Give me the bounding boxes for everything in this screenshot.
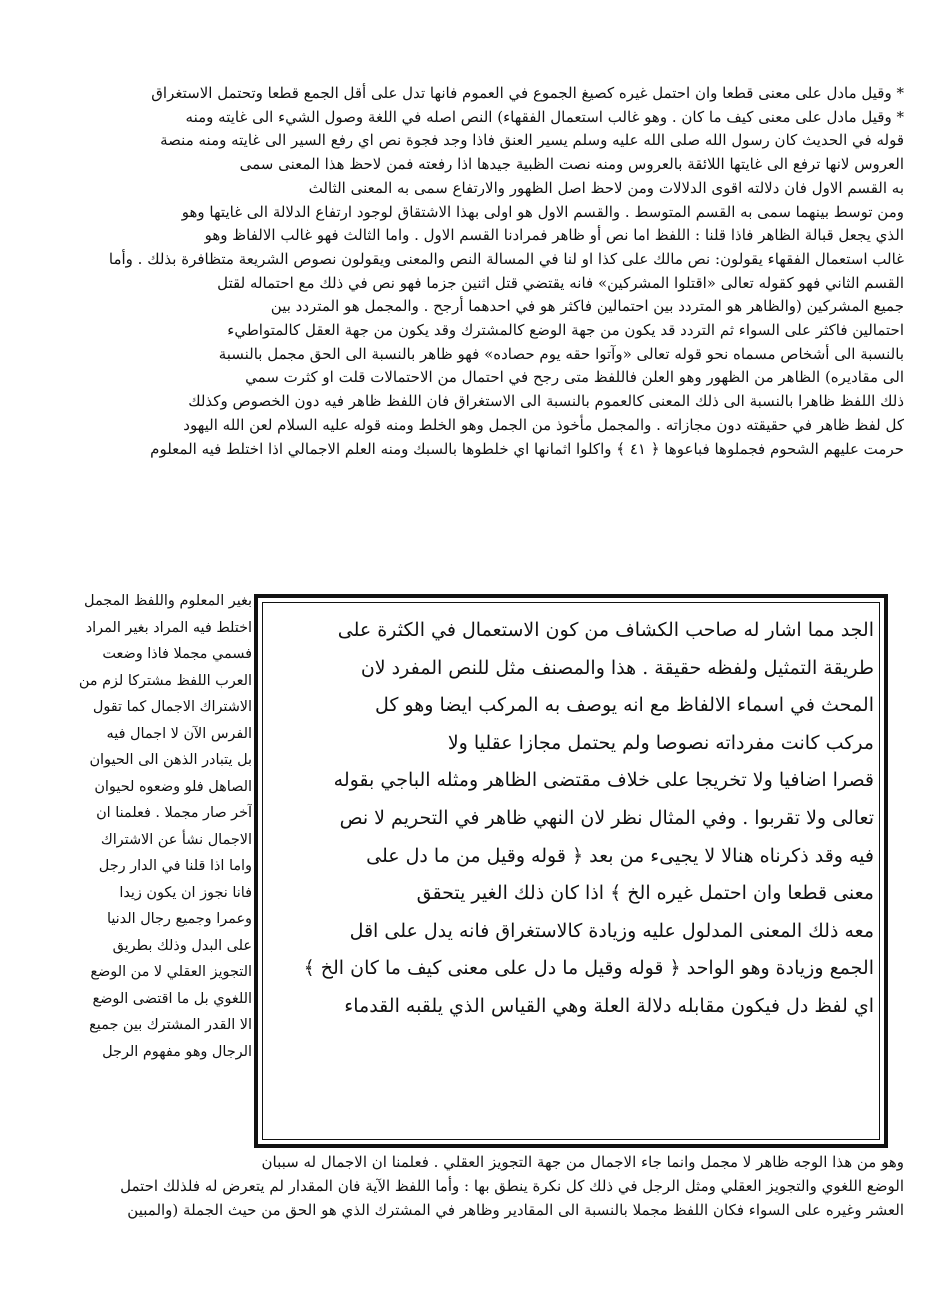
text-line: ومن توسط بينهما سمى به القسم المتوسط . والقسم الاول هو اولى بهذا الاشتقاق لوجود ارتفاع الدلالة الى غايتها وهو [181, 202, 904, 221]
commentary-line: المحث في اسماء الالفاظ مع انه يوصف به المركب ايضا وهو كل [374, 694, 874, 717]
text-line: به القسم الاول فان دلالته اقوى الدلالات ومن لاحظ اصل الظهور والارتفاع سمى به المعنى الثالث [308, 178, 904, 197]
text-line: الصاهل فلو وضعوه لحيوان [94, 778, 252, 795]
text-line: القسم الثاني فهو كقوله تعالى «اقتلوا المشركين» فانه يقتضي قتل اثنين جزما فهو نص في ذلك مع احتماله لقتل [217, 273, 904, 292]
text-line: الوضع اللغوي والتجويز العقلي ومثل الرجل في ذلك كل نكرة ينطق بها : وأما اللفظ الآية فان المقدار لم يتعرض له فلذلك احتمل [120, 1177, 904, 1195]
text-line: * وقيل مادل على معنى قطعا وان احتمل غيره كصيغ الجموع في العموم فانها تدل على أقل الجمع قطعا وتحتمل الاستغراق [151, 84, 904, 102]
text-line: آخر صار مجملا . فعلمنا ان [96, 805, 252, 821]
main-text-top [74, 82, 904, 461]
text-line: واما اذا قلنا في الدار رجل [98, 858, 252, 874]
commentary-line: فيه وقد ذكرناه هنالا لا يجيىء من بعد ﴿ قوله وقيل من ما دل على [366, 844, 874, 867]
text-line: ذلك اللفظ ظاهرا بالنسبة الى ذلك المعنى كالعموم بالنسبة الى الاستغراق فان اللفظ ظاهر فيه دون الخصوص وكذلك [188, 392, 904, 411]
main-text-bottom [40, 1150, 904, 1222]
text-line: الاشتراك الاجمال كما تقول [92, 699, 252, 715]
text-line: كل لفظ ظاهر في حقيقته دون مجازاته . والمجمل مأخوذ من الجمل وهو الخلط ومنه قوله عليه السلام لعن الله اليهود [183, 415, 904, 434]
text-line: وعمرا وجميع رجال الدنيا [106, 911, 252, 927]
text-line: اختلط فيه المراد بغير المراد [85, 619, 252, 636]
commentary-line: معه ذلك المعنى المدلول عليه وزيادة كالاستغراق فانه يدل على اقل [349, 919, 874, 942]
commentary-line: اي لفظ دل فيكون مقابله دلالة العلة وهي القياس الذي يلقبه القدماء [344, 994, 874, 1017]
text-line: الفرس الآن لا اجمال فيه [106, 725, 252, 742]
commentary-line: طريقة التمثيل ولفظه حقيقة . هذا والمصنف مثل للنص المفرد لان [360, 656, 874, 679]
commentary-line: الجد مما اشار له صاحب الكشاف من كون الاستعمال في الكثرة على [337, 619, 874, 641]
text-line: بالنسبة الى أشخاص مسماه نحو قوله تعالى «وآتوا حقه يوم حصاده» فهو ظاهر بالنسبة الى الحق مجمل بالنسبة [218, 344, 904, 363]
text-line: العروس لانها ترفع الى غايتها اللائقة بالعروس ومنه نصت الظبية جيدها اذا رفعته فمن لاحظ هذا المعنى سمى [239, 155, 904, 174]
text-line: فانا نجوز ان يكون زيدا [119, 884, 252, 901]
text-line: التجويز العقلي لا من الوضع [90, 964, 252, 980]
text-line: غالب استعمال الفقهاء يقولون: نص مالك على كذا او لنا في المسالة النص والمعنى ويقولون نصوص الشريعة متظافرة بذلك . وأما [108, 249, 904, 268]
commentary-line: الجمع وزيادة وهو الواحد ﴿ قوله وقيل ما دل على معنى كيف ما كان الخ ﴾ [303, 957, 874, 980]
text-line: بل يتبادر الذهن الى الحيوان [89, 752, 252, 768]
text-line: الاجمال نشأ عن الاشتراك [100, 831, 252, 848]
text-line: وهو من هذا الوجه ظاهر لا مجمل وانما جاء الاجمال من جهة التجويز العقلي . فعلمنا ان الاجمال له سببان [261, 1153, 904, 1171]
text-line-with-page-number: حرمت عليهم الشحوم فجملوها فباعوها ﴿ ٤١ ﴾ واكلوا اثمانها اي خلطوها بالسبك ومنه العلم الاجمالي اذا اختلط فيه المعلوم [150, 439, 904, 458]
text-line: * وقيل مادل على معنى كيف ما كان . وهو غالب استعمال الفقهاء) النص اصله في اللغة وصول الشيء الى غايته ومنه [185, 107, 904, 126]
text-line: الرجال وهو مفهوم الرجل [102, 1043, 252, 1060]
commentary-line: معنى قطعا وان احتمل غيره الخ ﴾ اذا كان ذلك الغير يتحقق [416, 882, 874, 905]
text-line: جميع المشركين (والظاهر هو المتردد بين احتمالين فاكثر هو في احدهما أرجح . والمجمل هو المتردد بين [270, 297, 904, 316]
text-line: بغير المعلوم واللفظ المجمل [84, 593, 252, 609]
text-line: فسمي مجملا فاذا وضعت [102, 646, 252, 662]
text-line: على البدل وذلك بطريق [112, 937, 252, 954]
text-line: اللغوي بل ما اقتضى الوضع [92, 990, 252, 1007]
main-text-side-column [40, 588, 252, 1148]
commentary-line: تعالى ولا تقربوا . وفي المثال نظر لان النهي ظاهر في التحريم لا نص [339, 806, 874, 829]
text-line: العشر وغيره على السواء فكان اللفظ مجملا بالنسبة الى المقادير وظاهر في المشترك الذي هو الحق من حيث الجملة (والمبين [127, 1201, 904, 1219]
commentary-line: قصرا اضافيا ولا تخريجا على خلاف مقتضى الظاهر ومثله الباجي بقوله [333, 769, 874, 792]
commentary-line: مركب كانت مفرداته نصوصا ولم يحتمل مجازا عقليا ولا [447, 731, 874, 754]
text-line: قوله في الحديث كان رسول الله صلى الله عليه وسلم يسير العنق فاذا وجد فجوة نص اي رفع السير الى غايته ومنه منصة [160, 131, 904, 150]
text-line: الى مقاديره) الظاهر من الظهور وهو العلن فاللفظ متى رجح في احتمال من الاحتمالات قلت او كثرت سمي [245, 368, 904, 387]
text-line: الذي يجعل قبالة الظاهر فاذا قلنا : اللفظ اما نص أو ظاهر فمرادنا القسم الاول . واما الثالث فهو غالب الالفاظ وهو [204, 226, 904, 245]
text-line: احتمالين فاكثر على السواء ثم التردد قد يكون من جهة الوضع كالمشترك وقد يكون من جهة العقل كالمتواطيء [227, 321, 904, 340]
text-line: الا القدر المشترك بين جميع [89, 1017, 252, 1033]
text-line: العرب اللفظ مشتركا لزم من [78, 672, 252, 689]
commentary-box-text [270, 612, 874, 1132]
